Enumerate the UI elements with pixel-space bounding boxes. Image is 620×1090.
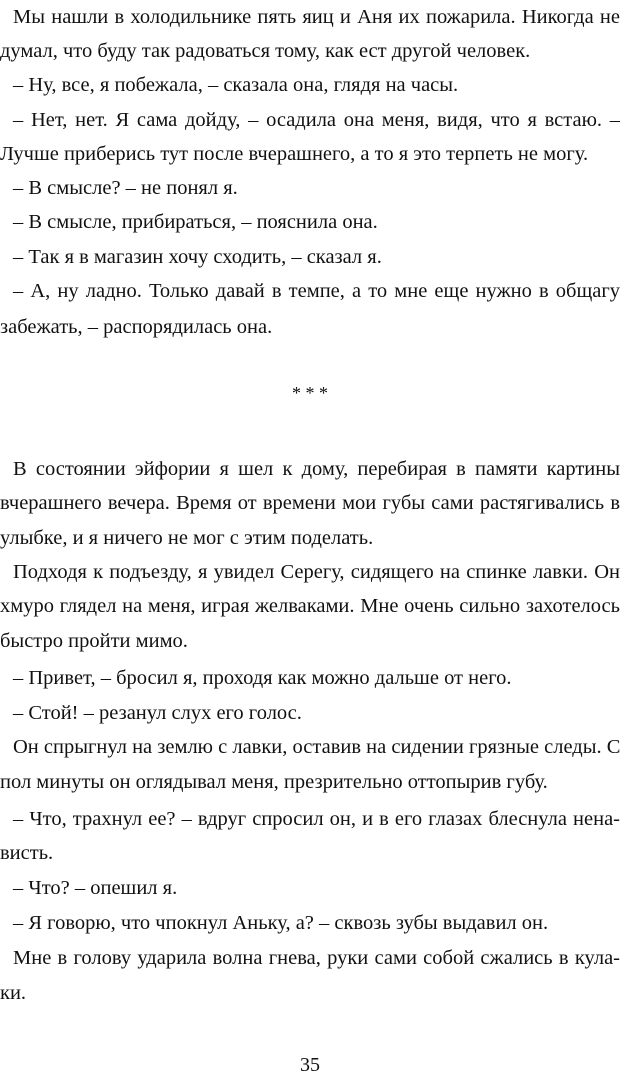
- section-separator: * * *: [292, 383, 328, 403]
- text-line: – А, ну ладно. Только давай в темпе, а то мне еще нужно в общагу: [13, 280, 620, 302]
- text-line: хмуро глядел на меня, играя желваками. Мне очень сильно захотелось: [0, 595, 620, 617]
- text-line: – Что? – опешил я.: [13, 877, 178, 899]
- text-line: забежать, – распорядилась она.: [0, 316, 273, 338]
- text-line: – Нет, нет. Я сама дойду, – осадила она меня, видя, что я встаю. –: [13, 109, 620, 131]
- text-line: висть.: [0, 842, 54, 864]
- text-line: – Привет, – бросил я, проходя как можно дальше от него.: [13, 667, 512, 689]
- text-line: Мне в голову ударила волна гнева, руки сами собой сжались в кула-: [13, 947, 620, 969]
- text-line: пол минуты он оглядывал меня, презрительно оттопырив губу.: [0, 771, 548, 793]
- text-line: ки.: [0, 982, 27, 1004]
- text-line: – Что, трахнул ее? – вдруг спросил он, и в его глазах блеснула нена-: [13, 808, 620, 830]
- text-line: – Стой! – резанул слух его голос.: [13, 702, 302, 724]
- text-line: улыбке, и я ничего не мог с этим поделать.: [0, 527, 374, 549]
- text-line: – Ну, все, я побежала, – сказала она, глядя на часы.: [13, 74, 459, 96]
- text-line: Он спрыгнул на землю с лавки, оставив на сидении грязные следы. С: [13, 736, 620, 758]
- text-line: думал, что буду так радоваться тому, как ест другой человек.: [0, 40, 531, 62]
- text-line: быстро пройти мимо.: [0, 630, 188, 652]
- text-line: Подходя к подъезду, я увидел Серегу, сидящего на спинке лавки. Он: [13, 561, 620, 583]
- text-line: Мы нашли в холодильнике пять яиц и Аня их пожарила. Никогда не: [13, 6, 620, 28]
- text-line: Лучше приберись тут после вчерашнего, а то я это терпеть не могу.: [0, 143, 589, 165]
- text-line: – Так я в магазин хочу сходить, – сказал я.: [13, 246, 382, 268]
- text-line: – В смысле, прибираться, – пояснила она.: [13, 211, 378, 233]
- text-line: В состоянии эйфории я шел к дому, перебирая в памяти картины: [13, 458, 620, 480]
- text-line: – В смысле? – не понял я.: [13, 177, 238, 199]
- page-number: 35: [300, 1054, 320, 1076]
- text-line: – Я говорю, что чпокнул Аньку, а? – сквозь зубы выдавил он.: [13, 912, 549, 934]
- text-line: вчерашнего вечера. Время от времени мои губы сами растягивались в: [0, 492, 620, 514]
